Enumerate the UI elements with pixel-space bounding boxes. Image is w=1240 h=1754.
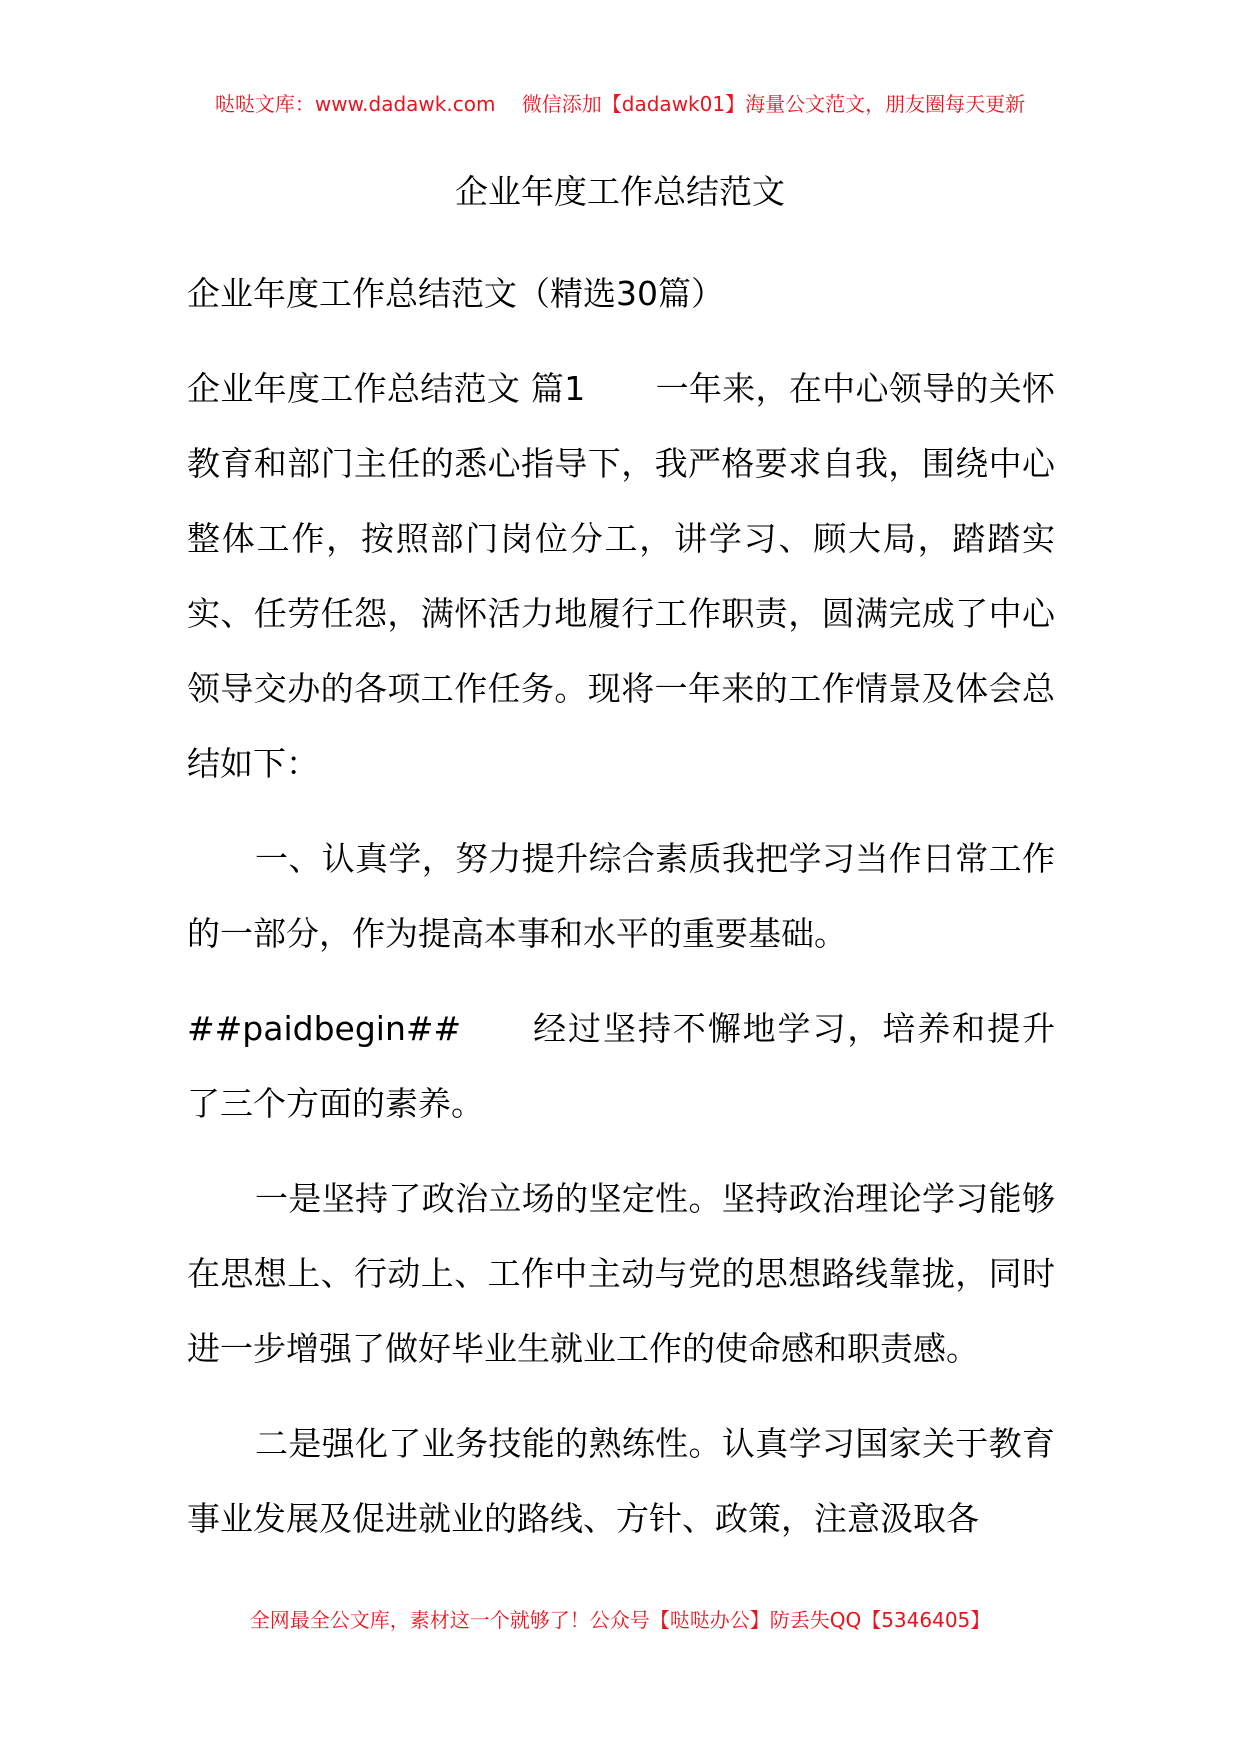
document-title: 企业年度工作总结范文 bbox=[455, 172, 785, 211]
header-banner: 哒哒文库：www.dadawk.com 微信添加【dadawk01】海量公文范文，朋友圈每天更新 bbox=[214, 92, 1026, 116]
intro-text: 一年来，在中心领导的关怀教育和部门主任的悉心指导下，我严格要求自我，围绕中心整体工作，按照部门岗位分工，讲学习、顾大局，踏踏实实、任劳任怨，满怀活力地履行工作职责，圆满完成了中心领导交办的各项工作任务。现将一年来的工作情景及体会总结如下： bbox=[187, 369, 1055, 783]
document-body bbox=[187, 256, 1055, 1576]
point-one-paragraph: 一、认真学，努力提升综合素质我把学习当作日常工作的一部分，作为提高本事和水平的重要基础。 bbox=[187, 839, 1055, 953]
item-two-paragraph: 二是强化了业务技能的熟练性。认真学习国家关于教育事业发展及促进就业的路线、方针、政策，注意汲取各 bbox=[187, 1424, 1055, 1538]
paid-text: 经过坚持不懈地学习，培养和提升了三个方面的素养。 bbox=[187, 1009, 1055, 1123]
section-intro-paragraph bbox=[187, 351, 1055, 801]
paid-marker: ##paidbegin## bbox=[187, 1009, 462, 1048]
paid-paragraph bbox=[187, 991, 1055, 1141]
section-label: 企业年度工作总结范文 篇1 bbox=[187, 369, 586, 408]
item-one-paragraph: 一是坚持了政治立场的坚定性。坚持政治理论学习能够在思想上、行动上、工作中主动与党的思想路线靠拢，同时进一步增强了做好毕业生就业工作的使命感和职责感。 bbox=[187, 1179, 1055, 1368]
document-subtitle: 企业年度工作总结范文（精选30篇） bbox=[187, 274, 724, 313]
footer-banner: 全网最全公文库，素材这一个就够了！公众号【哒哒办公】防丢失QQ【5346405】 bbox=[249, 1608, 991, 1632]
